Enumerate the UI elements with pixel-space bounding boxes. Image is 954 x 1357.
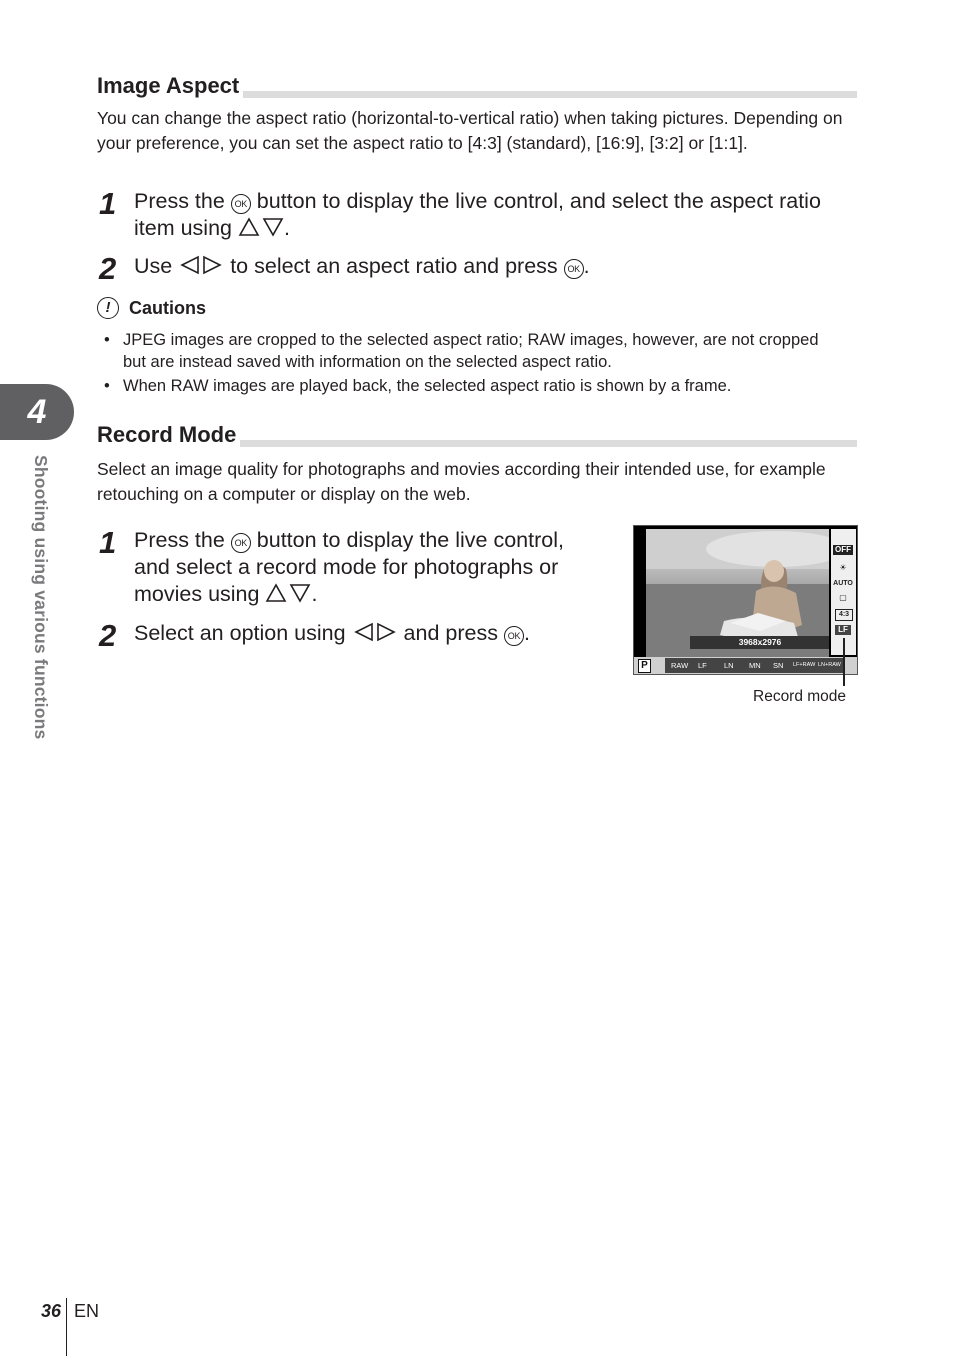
caution-text: JPEG images are cropped to the selected aspect ratio; RAW images, however, are not cropped but are instead saved with information on the selected aspect ratio. bbox=[123, 331, 819, 371]
side-item-aspect: 4:3 bbox=[835, 609, 853, 621]
step-text-line3: movies using bbox=[134, 582, 260, 606]
live-control-side-strip bbox=[831, 529, 856, 655]
left-right-arrows-icon bbox=[178, 255, 224, 275]
step-text-a: Press the bbox=[134, 528, 225, 552]
option-sn: SN bbox=[773, 661, 784, 670]
caution-item bbox=[104, 329, 844, 373]
resolution-label: 3968x2976 bbox=[690, 636, 829, 649]
step-2-number: 2 bbox=[99, 618, 117, 653]
caution-icon: ! bbox=[97, 297, 119, 319]
mode-indicator: P bbox=[638, 659, 651, 673]
side-item-off: OFF bbox=[835, 545, 851, 554]
image-aspect-step-1 bbox=[134, 188, 859, 242]
bullet-dot: • bbox=[104, 331, 110, 349]
ok-button-icon: OK bbox=[231, 194, 251, 214]
cautions-title: Cautions bbox=[129, 298, 207, 318]
step-1-number: 1 bbox=[99, 525, 117, 560]
camera-live-control-screen bbox=[633, 525, 858, 675]
step-line-3 bbox=[134, 581, 614, 608]
step-text-c: . bbox=[523, 621, 530, 645]
chapter-side-label: Shooting using various functions bbox=[31, 455, 51, 740]
bullet-dot: • bbox=[104, 377, 110, 395]
step-2-number: 2 bbox=[99, 251, 117, 286]
option-ln-raw: LN+RAW bbox=[818, 662, 841, 668]
record-mode-step-1 bbox=[134, 527, 614, 608]
live-view-photo bbox=[646, 529, 829, 657]
option-raw: RAW bbox=[671, 661, 689, 670]
image-aspect-step-2 bbox=[134, 253, 859, 280]
caution-item bbox=[104, 375, 844, 397]
record-mode-step-2 bbox=[134, 620, 614, 647]
callout-line bbox=[843, 638, 845, 686]
up-down-arrows-icon bbox=[265, 583, 311, 603]
ok-button-icon: OK bbox=[231, 533, 251, 553]
option-ln: LN bbox=[724, 661, 734, 670]
up-down-arrows-icon bbox=[238, 217, 284, 237]
footer-divider bbox=[66, 1298, 67, 1356]
page-number: 36 bbox=[41, 1301, 62, 1321]
option-lf-raw: LF+RAW bbox=[793, 662, 816, 668]
step-text-b: and press bbox=[403, 621, 498, 645]
frame-icon: ▢ bbox=[839, 593, 847, 602]
step-text-b: button to display the live control, and select the aspect ratio item using bbox=[134, 189, 821, 240]
image-aspect-intro: You can change the aspect ratio (horizontal-to-vertical ratio) when taking pictures. Depending on your preference, you can set the aspect ratio to [4:3] (standard), [16:9], [3:2] or [1:1]. bbox=[97, 108, 843, 153]
step-text-b: to select an aspect ratio and press bbox=[230, 254, 558, 278]
step-text-c: . bbox=[311, 582, 318, 606]
step-text-a: Use bbox=[134, 254, 173, 278]
caution-text: When RAW images are played back, the selected aspect ratio is shown by a frame. bbox=[123, 377, 732, 395]
wb-icon: ☀ bbox=[839, 563, 847, 572]
left-right-arrows-icon bbox=[352, 622, 398, 642]
image-aspect-title: Image Aspect bbox=[97, 73, 243, 99]
record-mode-callout: Record mode bbox=[753, 688, 847, 705]
record-mode-options bbox=[665, 658, 845, 673]
option-mn: MN bbox=[749, 661, 761, 670]
step-1-number: 1 bbox=[99, 186, 117, 221]
option-lf: LF bbox=[698, 661, 707, 670]
step-text-a: Press the bbox=[134, 189, 225, 213]
chapter-tab: 4 bbox=[0, 384, 74, 440]
footer-language: EN bbox=[74, 1301, 100, 1321]
ok-button-icon: OK bbox=[504, 626, 524, 646]
step-line-2: and select a record mode for photographs or bbox=[134, 555, 559, 579]
record-mode-intro: Select an image quality for photographs and movies according their intended use, for example retouching on a computer or display on the web. bbox=[97, 459, 826, 504]
step-text-b: button to display the live control, bbox=[256, 528, 564, 552]
record-mode-title: Record Mode bbox=[97, 422, 240, 448]
step-line-1 bbox=[134, 527, 614, 554]
side-item-record-mode: LF bbox=[835, 625, 851, 635]
cautions-heading bbox=[97, 297, 206, 319]
live-control-option-strip bbox=[634, 657, 857, 674]
side-item-auto: AUTO bbox=[833, 580, 853, 587]
ok-button-icon: OK bbox=[564, 259, 584, 279]
step-text-c: . bbox=[583, 254, 590, 278]
step-text-a: Select an option using bbox=[134, 621, 346, 645]
step-text-c: . bbox=[283, 216, 290, 240]
